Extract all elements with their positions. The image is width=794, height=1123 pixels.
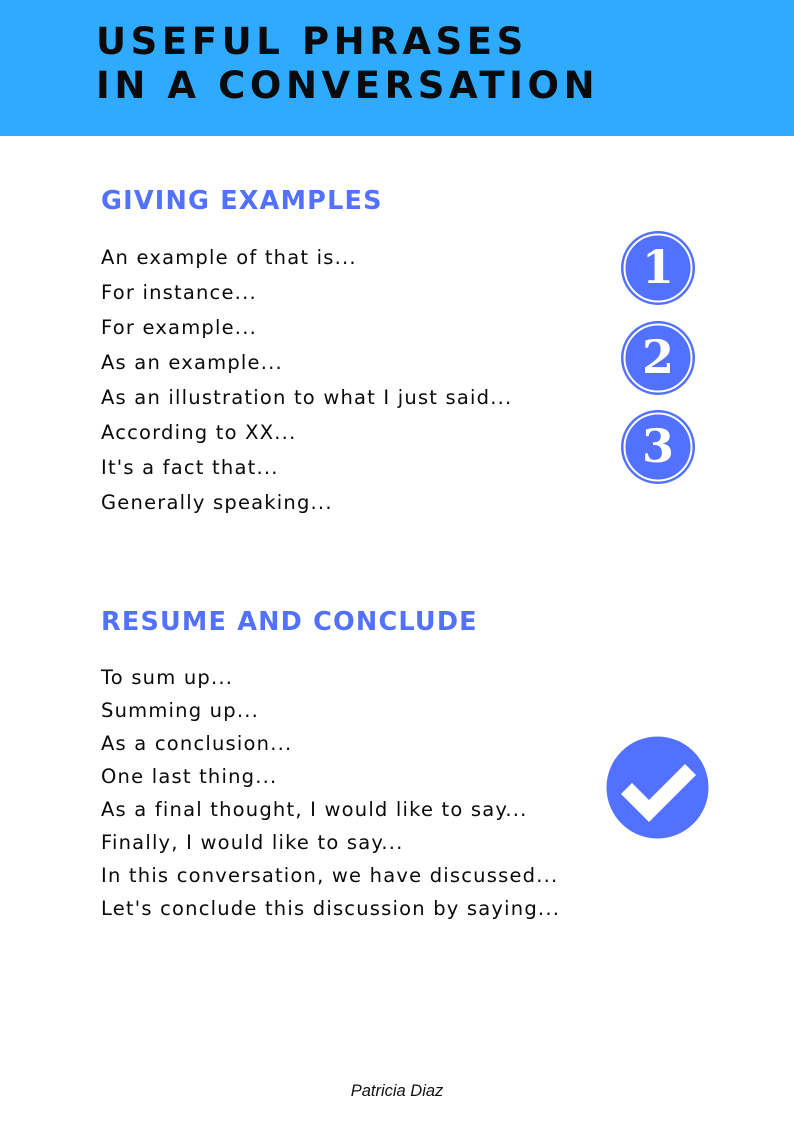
header-banner [0,0,794,136]
number-1-icon [620,230,696,306]
author-credit: Patricia Diaz [350,1082,444,1100]
phrase-item: To sum up... [101,666,234,689]
phrase-item: According to XX... [101,421,297,444]
svg-text:2: 2 [641,330,675,384]
phrase-item: Summing up... [101,699,260,722]
phrase-list-giving-examples [101,240,512,520]
checkmark-icon [606,736,709,839]
page-title-line-1: USEFUL PHRASES [96,20,528,63]
number-3-icon [620,409,696,485]
phrase-item: As a final thought, I would like to say... [101,798,528,821]
phrase-item: As an example... [101,351,283,374]
phrase-item: For instance... [101,281,257,304]
phrase-item: As a conclusion... [101,732,293,755]
phrase-list-resume-and-conclude [101,661,560,925]
phrase-item: It's a fact that... [101,456,279,479]
phrase-item: Finally, I would like to say... [101,831,404,854]
phrase-item: Generally speaking... [101,491,333,514]
phrase-item: As an illustration to what I just said... [101,386,513,409]
phrase-item: For example... [101,316,257,339]
svg-text:3: 3 [641,419,675,473]
page-title [96,20,599,108]
section-title-giving-examples: GIVING EXAMPLES [101,186,383,216]
phrase-item: In this conversation, we have discussed... [101,864,559,887]
number-2-icon [620,320,696,396]
svg-text:1: 1 [641,240,675,294]
phrase-item: An example of that is... [101,246,357,269]
page-title-line-2: IN A CONVERSATION [96,64,600,107]
phrase-item: Let's conclude this discussion by saying... [101,897,561,920]
section-title-resume-and-conclude: RESUME AND CONCLUDE [101,607,478,637]
phrase-item: One last thing... [101,765,278,788]
